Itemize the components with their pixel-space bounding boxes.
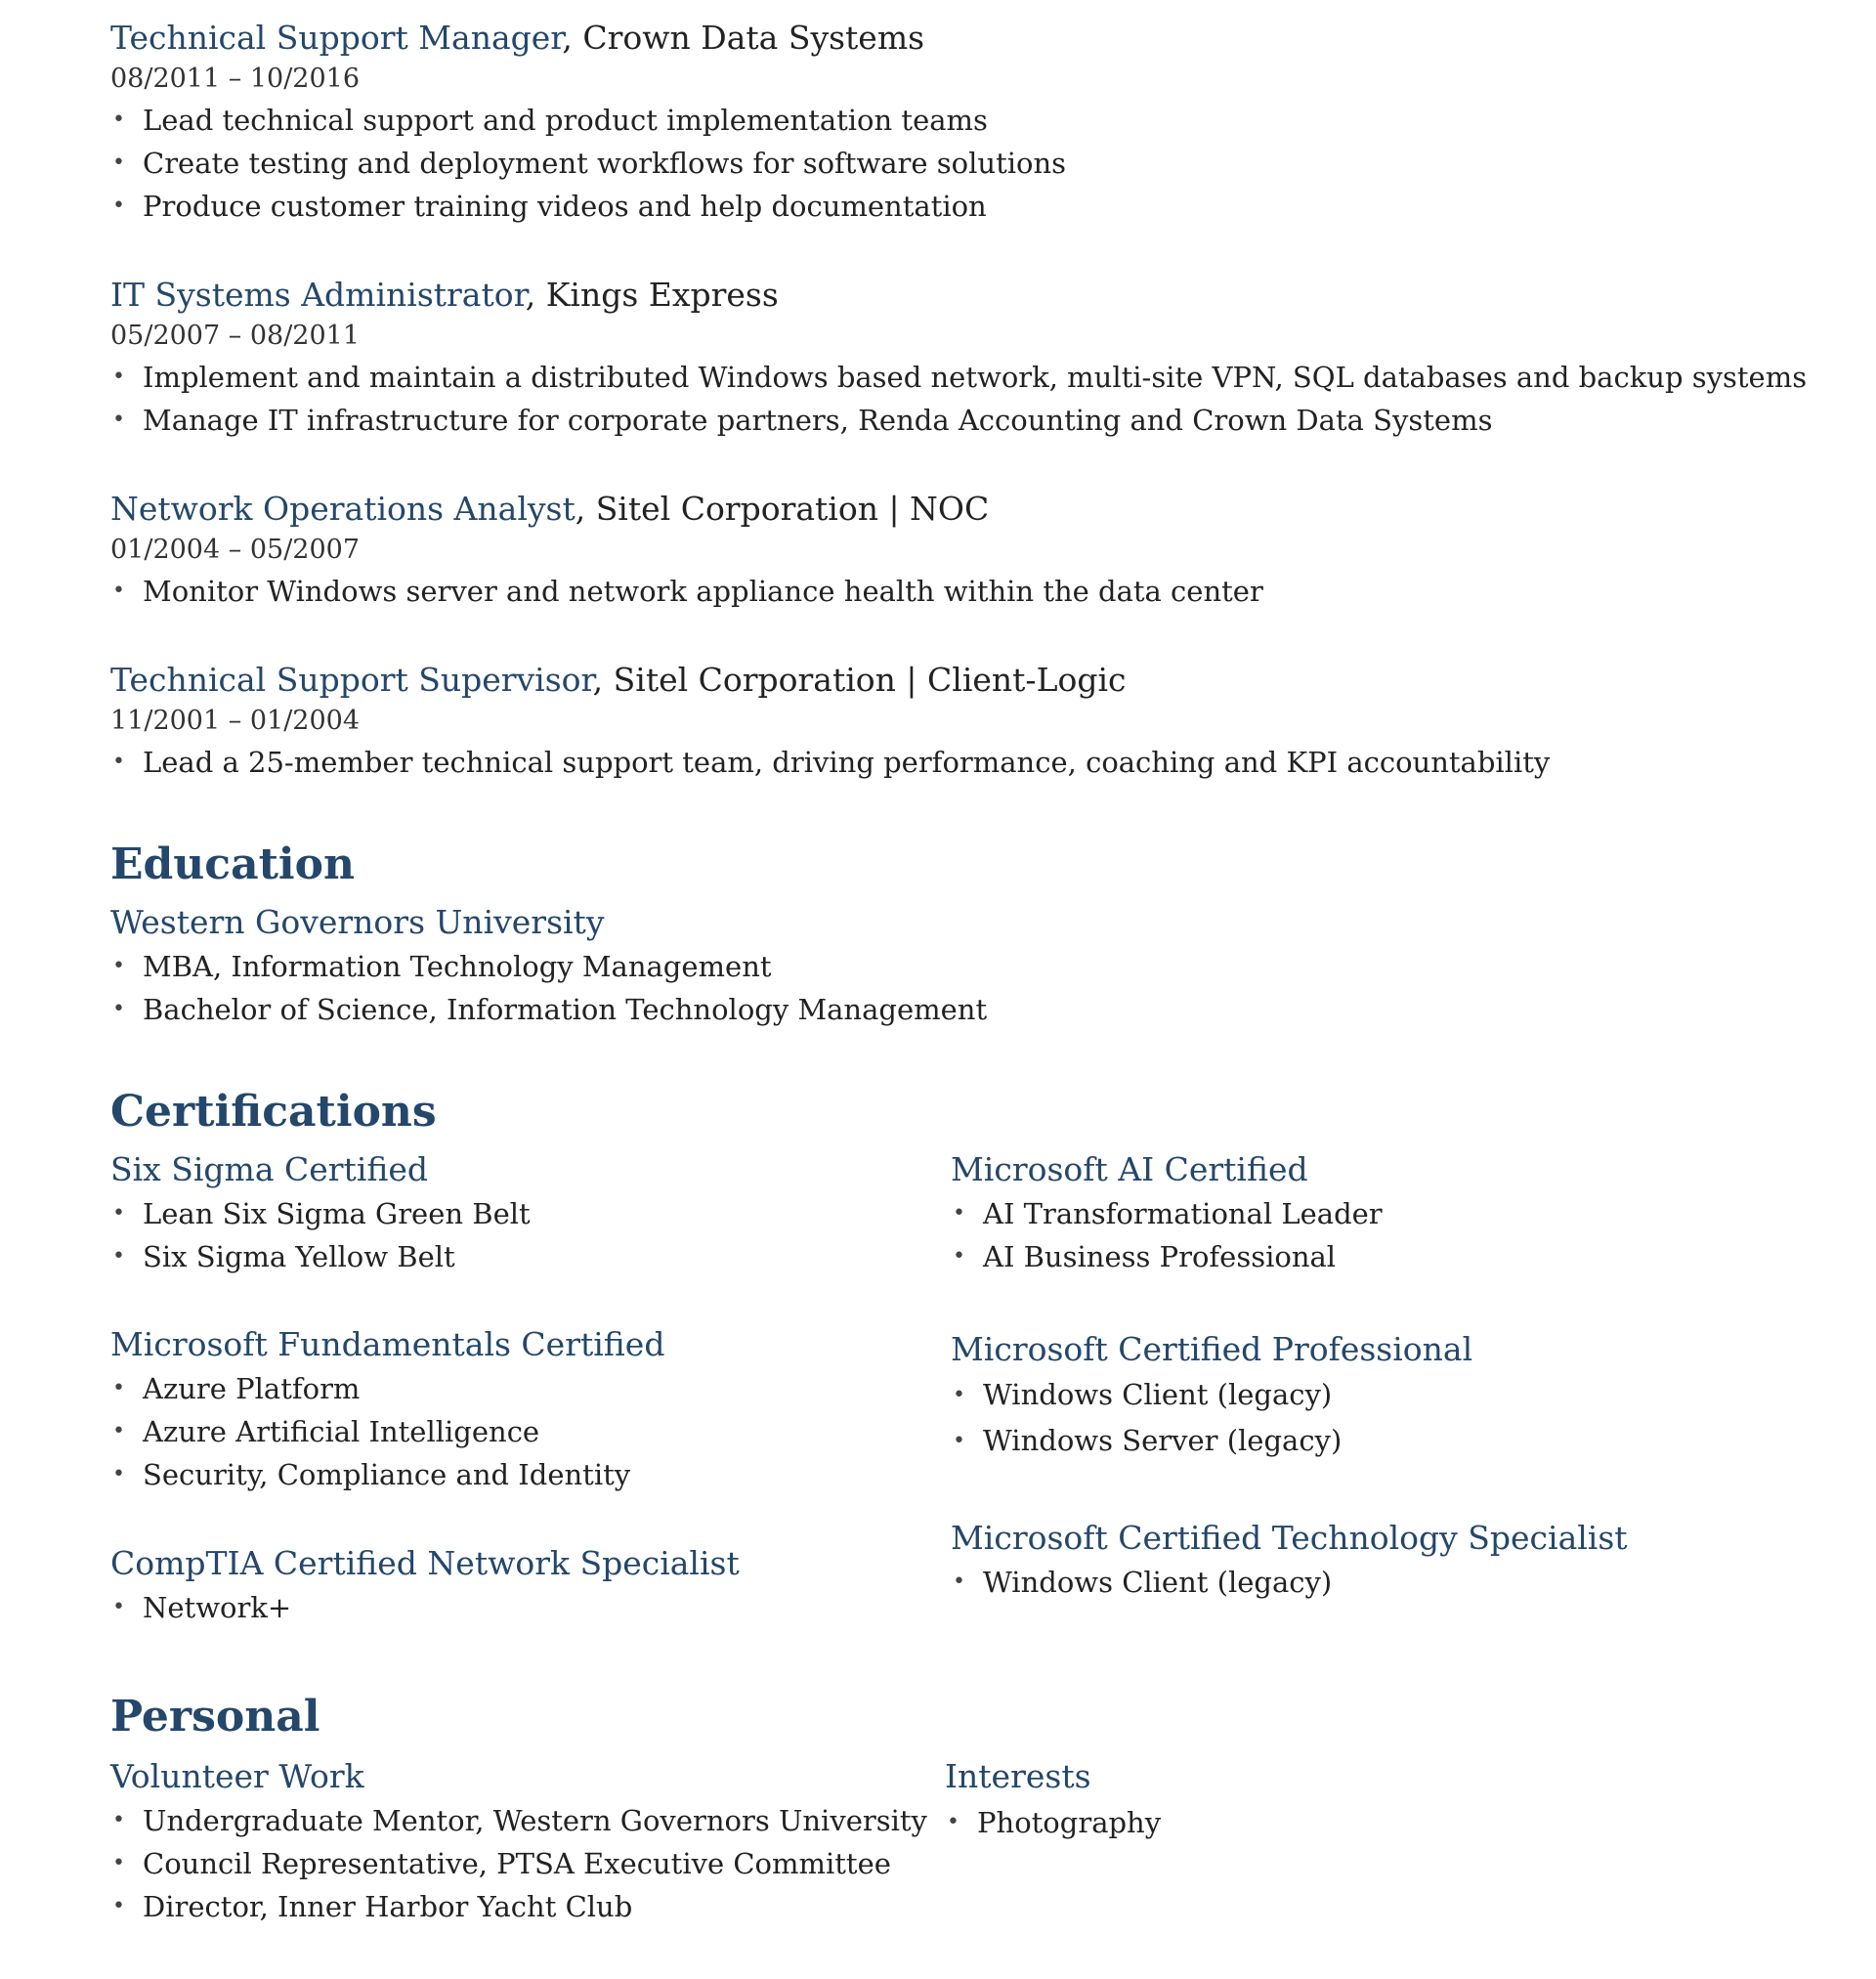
job-entry xyxy=(110,488,1263,613)
cert-group xyxy=(951,1327,1472,1464)
job-bullets xyxy=(110,99,1066,228)
bullet-icon: • xyxy=(112,408,125,432)
job-role: IT Systems Administrator xyxy=(110,276,526,314)
list-item: • Photography xyxy=(945,1799,1161,1846)
job-company: , Kings Express xyxy=(525,276,779,314)
list-item: • AI Business Professional xyxy=(951,1235,1383,1278)
bullet-icon: • xyxy=(112,1201,125,1226)
interests-group xyxy=(945,1754,1161,1846)
interests-list xyxy=(945,1799,1161,1846)
list-item: • Director, Inner Harbor Yacht Club xyxy=(110,1885,927,1928)
interests-title: Interests xyxy=(945,1757,1091,1795)
bullet-icon: • xyxy=(112,997,125,1021)
job-dates: 01/2004 – 05/2007 xyxy=(110,535,360,565)
list-item: • Network+ xyxy=(110,1586,740,1629)
bullet-icon: • xyxy=(112,1595,125,1619)
job-role: Network Operations Analyst xyxy=(110,490,576,528)
job-company: , Sitel Corporation | NOC xyxy=(575,490,990,528)
list-item: • Windows Server (legacy) xyxy=(951,1418,1472,1464)
job-title-line xyxy=(110,17,1066,60)
cert-group xyxy=(951,1516,1628,1604)
job-dates: 08/2011 – 10/2016 xyxy=(110,64,360,94)
bullet-icon: • xyxy=(112,1244,125,1269)
list-item: • Azure Platform xyxy=(110,1367,664,1410)
bullet-icon: • xyxy=(953,1429,965,1453)
cert-group-title: Microsoft Fundamentals Certified xyxy=(110,1325,665,1363)
list-item: • Lead technical support and product implementation teams xyxy=(110,99,1066,142)
list-item: • Bachelor of Science, Information Technology Management xyxy=(110,988,987,1031)
job-company: , Crown Data Systems xyxy=(562,19,925,57)
list-item: • Undergraduate Mentor, Western Governors University xyxy=(110,1799,927,1842)
job-dates: 05/2007 – 08/2011 xyxy=(110,321,360,351)
list-item: • Manage IT infrastructure for corporate partners, Renda Accounting and Crown Data Systems xyxy=(110,399,1807,442)
cert-group-title: Microsoft AI Certified xyxy=(951,1150,1308,1188)
bullet-icon: • xyxy=(112,1462,125,1486)
job-title-line xyxy=(110,274,1807,317)
volunteer-title: Volunteer Work xyxy=(110,1757,364,1795)
list-item: • Implement and maintain a distributed Windows based network, multi-site VPN, SQL databases and backup systems xyxy=(110,356,1807,399)
list-item: • Security, Compliance and Identity xyxy=(110,1453,664,1496)
list-item: • Windows Client (legacy) xyxy=(951,1372,1472,1418)
list-item: • Windows Client (legacy) xyxy=(951,1561,1628,1604)
bullet-icon: • xyxy=(953,1244,965,1269)
education-entry xyxy=(110,900,987,1031)
job-title-line xyxy=(110,659,1550,702)
list-item: • Lean Six Sigma Green Belt xyxy=(110,1192,531,1235)
bullet-icon: • xyxy=(112,954,125,978)
section-heading-education: Education xyxy=(110,839,355,889)
bullet-icon: • xyxy=(112,750,125,774)
job-bullets xyxy=(110,570,1263,613)
section-heading-certifications: Certifications xyxy=(110,1087,437,1137)
bullet-icon: • xyxy=(953,1201,965,1226)
cert-group-title: Six Sigma Certified xyxy=(110,1150,429,1188)
bullet-icon: • xyxy=(112,1894,125,1918)
bullet-icon: • xyxy=(112,1851,125,1875)
section-heading-personal: Personal xyxy=(110,1692,320,1742)
cert-group xyxy=(951,1147,1383,1278)
bullet-icon: • xyxy=(112,579,125,603)
job-title-line xyxy=(110,488,1263,531)
job-dates: 11/2001 – 01/2004 xyxy=(110,706,360,736)
list-item: • Produce customer training videos and help documentation xyxy=(110,185,1066,228)
cert-list xyxy=(951,1561,1628,1604)
cert-group-title: Microsoft Certified Technology Specialist xyxy=(951,1519,1628,1557)
bullet-icon: • xyxy=(112,365,125,389)
degree-list xyxy=(110,945,987,1031)
cert-group xyxy=(110,1322,664,1496)
cert-list xyxy=(951,1372,1472,1464)
list-item: • AI Transformational Leader xyxy=(951,1192,1383,1235)
volunteer-list xyxy=(110,1799,927,1928)
cert-group-title: CompTIA Certified Network Specialist xyxy=(110,1544,740,1582)
bullet-icon: • xyxy=(112,194,125,218)
cert-list xyxy=(110,1367,664,1496)
job-bullets xyxy=(110,741,1550,784)
list-item: • Council Representative, PTSA Executive Committee xyxy=(110,1842,927,1885)
job-company: , Sitel Corporation | Client-Logic xyxy=(592,661,1127,699)
list-item: • Six Sigma Yellow Belt xyxy=(110,1235,531,1278)
cert-group xyxy=(110,1541,740,1629)
list-item: • Azure Artificial Intelligence xyxy=(110,1410,664,1453)
job-entry xyxy=(110,659,1550,784)
bullet-icon: • xyxy=(112,108,125,132)
cert-list xyxy=(951,1192,1383,1278)
job-role: Technical Support Supervisor xyxy=(110,661,593,699)
cert-list xyxy=(110,1192,531,1278)
bullet-icon: • xyxy=(112,151,125,175)
list-item: • MBA, Information Technology Management xyxy=(110,945,987,988)
bullet-icon: • xyxy=(112,1376,125,1400)
bullet-icon: • xyxy=(953,1570,965,1594)
bullet-icon: • xyxy=(953,1383,965,1407)
list-item: • Monitor Windows server and network appliance health within the data center xyxy=(110,570,1263,613)
cert-group-title: Microsoft Certified Professional xyxy=(951,1330,1473,1368)
job-entry xyxy=(110,17,1066,228)
bullet-icon: • xyxy=(947,1810,959,1834)
bullet-icon: • xyxy=(112,1808,125,1832)
list-item: • Lead a 25-member technical support team, driving performance, coaching and KPI accountability xyxy=(110,741,1550,784)
job-role: Technical Support Manager xyxy=(110,19,563,57)
cert-list xyxy=(110,1586,740,1629)
cert-group xyxy=(110,1147,531,1278)
job-bullets xyxy=(110,356,1807,442)
list-item: • Create testing and deployment workflows for software solutions xyxy=(110,142,1066,185)
school-name: Western Governors University xyxy=(110,903,605,941)
bullet-icon: • xyxy=(112,1419,125,1443)
volunteer-group xyxy=(110,1754,927,1928)
job-entry xyxy=(110,274,1807,442)
